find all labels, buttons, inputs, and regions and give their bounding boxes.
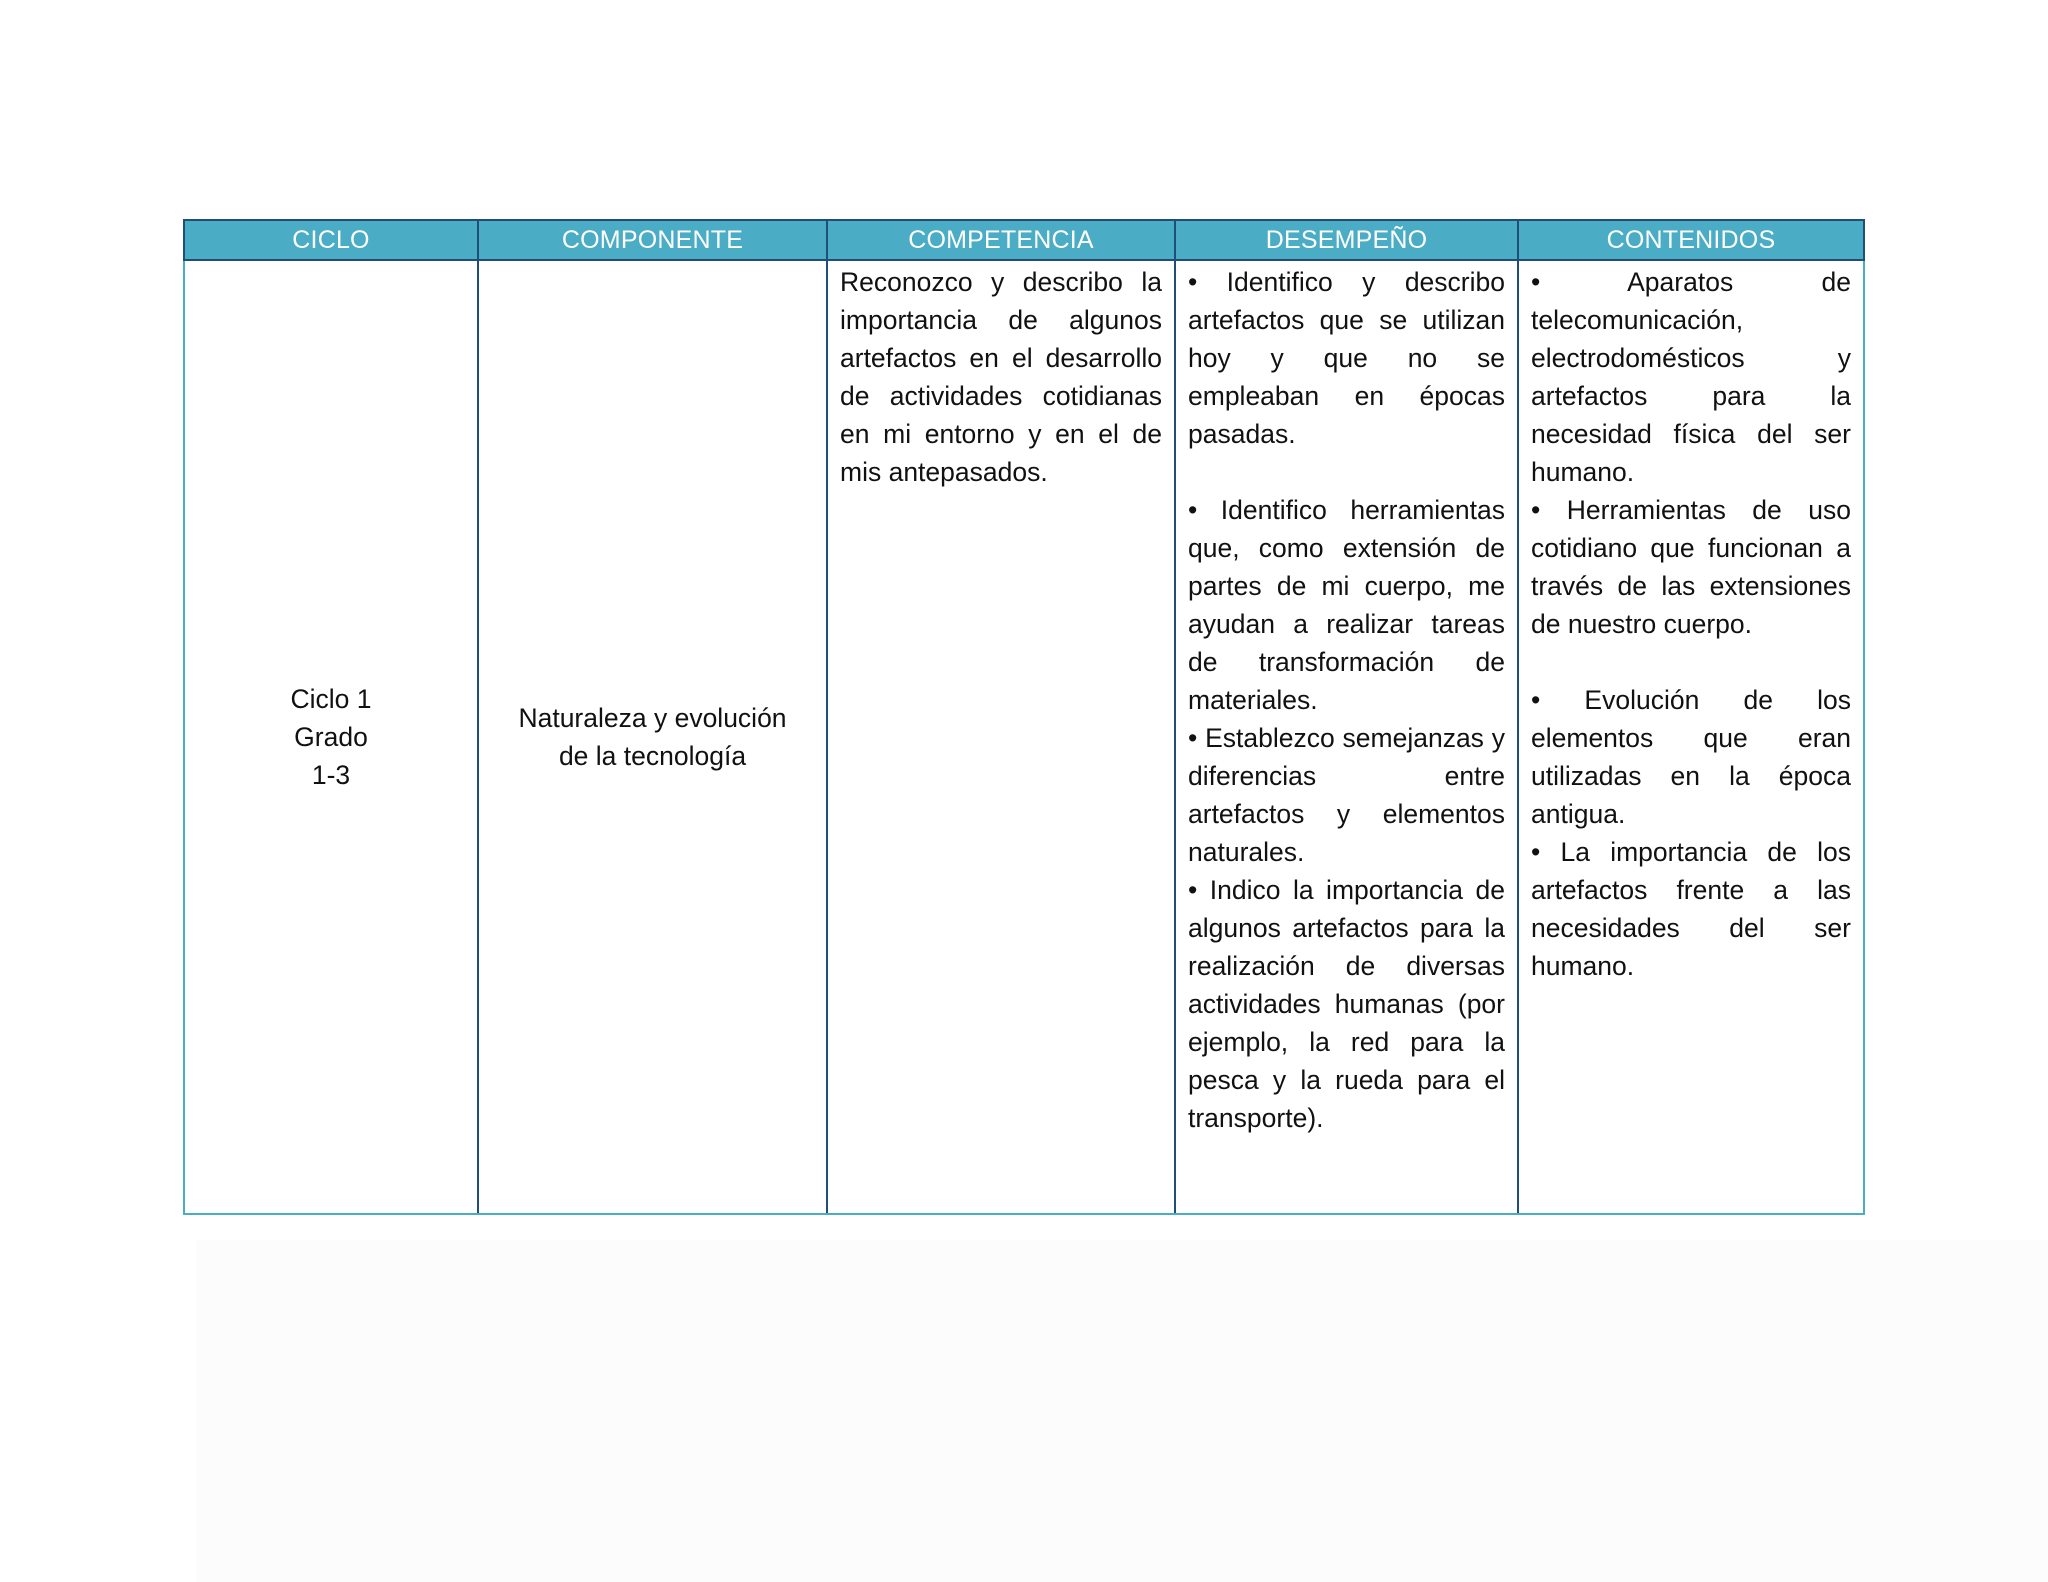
componente-line-2: de la tecnología: [558, 741, 747, 771]
componente-line-1: Naturaleza y evolución: [518, 703, 787, 733]
header-desempeno: DESEMPEÑO: [1175, 220, 1518, 260]
grado-label: Grado: [294, 722, 368, 752]
desempeno-cell: [1175, 260, 1518, 1214]
ciclo-label: Ciclo 1: [290, 684, 372, 714]
contenidos-item: • La importancia de los artefactos frente a las necesidades del ser humano.: [1531, 837, 1851, 981]
componente-cell: [478, 260, 827, 1214]
desempeno-item: • Indico la importancia de algunos artefactos para la realización de diversas actividades humanas (por ejemplo, la red para la pesca y la rueda para el transporte).: [1188, 875, 1505, 1133]
desempeno-item: • Identifico herramientas que, como extensión de partes de mi cuerpo, me ayudan a realizar tareas de transformación de materiales.: [1188, 495, 1505, 715]
header-ciclo: CICLO: [184, 220, 478, 260]
table-row: [184, 260, 1864, 1214]
page-background: [196, 1240, 2048, 1582]
header-competencia: COMPETENCIA: [827, 220, 1175, 260]
contenidos-item: • Evolución de los elementos que eran utilizadas en la época antigua.: [1531, 685, 1851, 829]
competencia-cell: [827, 260, 1175, 1214]
contenidos-item: • Aparatos de telecomunicación, electrodomésticos y artefactos para la necesidad física del ser humano.: [1531, 267, 1851, 487]
competencia-text: Reconozco y describo la importancia de algunos artefactos en el desarrollo de actividades cotidianas en mi entorno y en el de mis antepasados.: [840, 267, 1162, 487]
ciclo-cell: [184, 260, 478, 1214]
contenidos-item: • Herramientas de uso cotidiano que funcionan a través de las extensiones de nuestro cuerpo.: [1531, 495, 1851, 639]
header-contenidos: CONTENIDOS: [1518, 220, 1864, 260]
header-row: [184, 220, 1864, 260]
curriculum-table: [183, 219, 1865, 1215]
grado-range: 1-3: [311, 760, 351, 790]
contenidos-cell: [1518, 260, 1864, 1214]
desempeno-item: • Identifico y describo artefactos que se utilizan hoy y que no se empleaban en épocas pasadas.: [1188, 267, 1505, 449]
header-componente: COMPONENTE: [478, 220, 827, 260]
desempeno-item: • Establezco semejanzas y diferencias entre artefactos y elementos naturales.: [1188, 723, 1505, 867]
